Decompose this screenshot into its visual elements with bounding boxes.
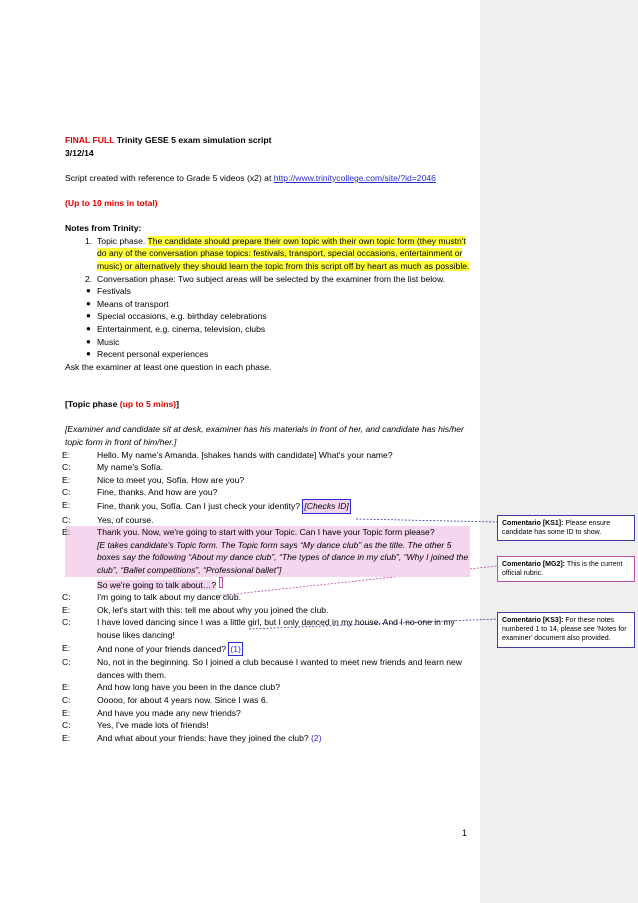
dialogue-line [62, 616, 470, 641]
reference-link[interactable]: http://www.trinitycollege.com/site/?id=2046 [273, 172, 436, 183]
bullet-text: Special occasions, e.g. birthday celebrations [97, 311, 267, 322]
dialogue-line [65, 577, 470, 592]
dialogue-line [62, 707, 470, 720]
line-text: Ok, let's start with this: tell me about why you joined the club. [97, 604, 329, 615]
dialogue-line [65, 539, 470, 577]
line-text: I'm going to talk about my dance club. [97, 592, 241, 603]
dialogue-line [62, 732, 470, 745]
bullet-icon: ● [86, 323, 91, 333]
line-text: And what about your friends: have they joined the club? [97, 732, 309, 743]
speaker: E: [62, 527, 71, 538]
speaker: C: [62, 487, 71, 498]
notes-closing: Ask the examiner at least one question in each phase. [65, 361, 272, 372]
reference-line [65, 172, 470, 185]
comment-anchor[interactable]: [Checks ID] [302, 499, 350, 514]
item-text: Conversation phase: Two subject areas will be selected by the examiner from the list below. [97, 273, 446, 284]
comment-text: Please ensure candidate has some ID to show. [502, 520, 611, 537]
speaker: C: [62, 657, 71, 668]
highlighted-text: The candidate should prepare their own topic with their own topic form (they mustn't do any of the conversation phase topics: festivals, transport, special occasions, entertainment or music) or alternatively they should learn the topic from this script off by heart as much as possible. [97, 235, 470, 271]
dialogue-line [62, 526, 470, 539]
bullet-icon: ● [86, 349, 91, 359]
speaker: E: [62, 732, 71, 743]
dialogue [62, 449, 470, 745]
dialogue-line [62, 499, 470, 514]
bullet-icon: ● [86, 286, 91, 296]
line-text: And have you made any new friends? [97, 707, 241, 718]
speaker: E: [62, 604, 71, 615]
speaker: E: [62, 707, 71, 718]
bullet-item [65, 310, 470, 323]
speaker: E: [62, 642, 71, 653]
line-text: Yes, of course. [97, 514, 154, 525]
line-text: Fine, thank you, Sofía. Can I just check your identity? [97, 501, 301, 512]
note-marker[interactable]: (1) [228, 642, 243, 657]
comment-label: Comentario [KS3]: [502, 617, 564, 624]
time-total: (Up to 10 mins in total) [65, 197, 158, 208]
line-text: Hello. My name's Amanda. [shakes hands with candidate] What's your name? [97, 449, 393, 460]
line-text: Nice to meet you, Sofía. How are you? [97, 474, 245, 485]
line-text: And how long have you been in the dance club? [97, 682, 280, 693]
heading-close: ] [176, 399, 179, 410]
stage-direction: [Examiner and candidate sit at desk, examiner has his materials in front of her, and candidate has his/her topic form in front of him/her.] [65, 424, 464, 448]
title-status: FINAL FULL [65, 135, 115, 145]
bullet-text: Music [97, 336, 120, 347]
comment-text: This is the current official rubric. [502, 561, 623, 578]
line-text: Fine, thanks. And how are you? [97, 487, 218, 498]
comment-text: For these notes numbered 1 to 14, please see ‘Notes for examiner’ document also provided. [502, 617, 627, 643]
bullet-text: Means of transport [97, 298, 169, 309]
speaker: C: [62, 617, 71, 628]
bullet-item [65, 348, 470, 361]
dialogue-line [62, 719, 470, 732]
doc-title [65, 134, 470, 147]
heading-duration: (up to 5 mins) [119, 399, 177, 410]
dialogue-line [62, 681, 470, 694]
topic-phase-heading [65, 398, 470, 411]
speaker: C: [62, 720, 71, 731]
comment-ks3[interactable] [497, 612, 635, 648]
line-text: So we're going to talk about…? [97, 579, 217, 590]
line-text: No, not in the beginning. So I joined a club because I wanted to meet new friends and learn new dances with them. [97, 657, 462, 680]
comment-mg2[interactable] [497, 556, 635, 582]
notes-item-2 [65, 273, 470, 286]
dialogue-line [62, 449, 470, 462]
bullet-item [65, 298, 470, 311]
speaker: E: [62, 682, 71, 693]
title-text: Trinity GESE 5 exam simulation script [116, 135, 272, 145]
bullet-text: Festivals [97, 286, 131, 297]
doc-date: 3/12/14 [65, 147, 94, 158]
dialogue-line [62, 656, 470, 681]
line-text: Yes, I've made lots of friends! [97, 720, 209, 731]
speaker: E: [62, 474, 71, 485]
bullet-text: Entertainment, e.g. cinema, television, clubs [97, 323, 266, 334]
comment-ks1[interactable] [497, 515, 635, 541]
speaker: C: [62, 592, 71, 603]
dialogue-line [62, 591, 470, 604]
bullet-item [65, 336, 470, 349]
item-number: 2. [85, 273, 93, 284]
line-text: And none of your friends danced? [97, 643, 226, 654]
page-number: 1 [462, 828, 468, 838]
document-body [62, 134, 470, 744]
speaker: C: [62, 694, 71, 705]
item-text: Topic phase. [97, 235, 146, 246]
line-text: My name's Sofía. [97, 462, 164, 473]
line-text: [E takes candidate's Topic form. The Topic form says “My dance club” as the title. The other 5 boxes say the following “About my dance club”, “The types of dance in my club”, “Why I joined the club”, “Ballet competitions”, “Professional ballet”] [97, 539, 469, 575]
dialogue-line [62, 604, 470, 617]
dialogue-line [62, 474, 470, 487]
line-text: I have loved dancing since I was a little girl, but I only danced in my house. And I no-one in my house likes dancing! [97, 617, 455, 640]
dialogue-line [62, 694, 470, 707]
bullet-text: Recent personal experiences [97, 349, 209, 360]
speaker: E: [62, 449, 71, 460]
comment-label: Comentario [KS1]: [502, 520, 564, 527]
dialogue-line [62, 461, 470, 474]
speaker: E: [62, 500, 71, 511]
speaker: C: [62, 514, 71, 525]
dialogue-line [62, 486, 470, 499]
dialogue-line [62, 642, 470, 657]
bullet-item [65, 285, 470, 298]
bullet-item [65, 323, 470, 336]
comment-anchor[interactable] [219, 577, 223, 588]
comment-label: Comentario [MG2]: [502, 561, 565, 568]
dialogue-line [62, 514, 470, 527]
notes-heading: Notes from Trinity: [65, 223, 142, 234]
notes-item-1 [65, 235, 470, 273]
line-text: Thank you. Now, we're going to start with your Topic. Can I have your Topic form please? [97, 527, 435, 538]
note-marker[interactable]: (2) [311, 732, 322, 743]
item-number: 1. [85, 235, 93, 246]
bullet-icon: ● [86, 336, 91, 346]
bullet-icon: ● [86, 311, 91, 321]
speaker: C: [62, 462, 71, 473]
bullet-icon: ● [86, 298, 91, 308]
heading-open: [Topic phase [65, 399, 118, 410]
reference-text: Script created with reference to Grade 5 videos (x2) at [65, 172, 272, 183]
line-text: Ooooo, for about 4 years now. Since I was 6. [97, 694, 269, 705]
